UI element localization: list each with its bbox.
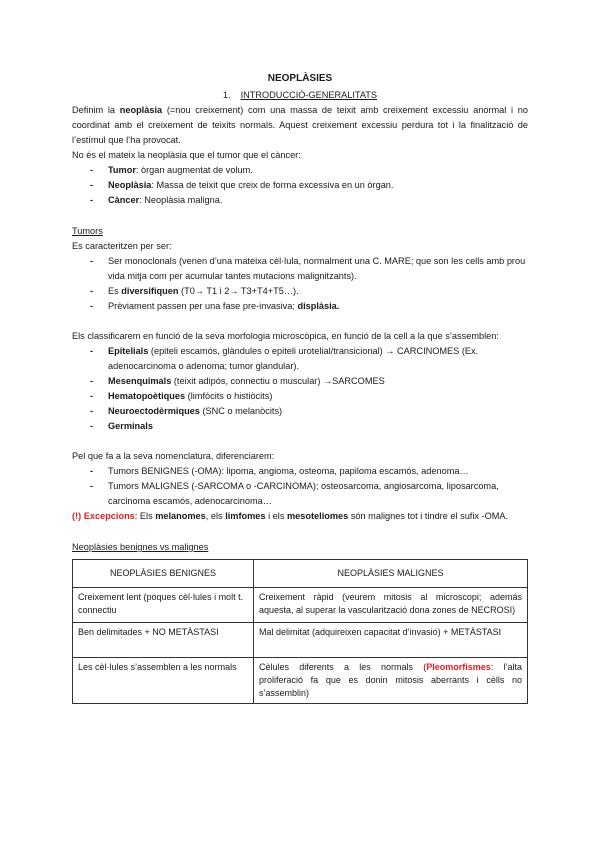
table-row xyxy=(73,658,528,704)
list-item: - Hematopoètiques (limfòcits o histiòcits) xyxy=(72,389,528,404)
section-number: 1. xyxy=(222,90,231,100)
comparison-heading: Neoplàsies benignes vs malignes xyxy=(72,542,209,552)
list-item: - Tumors MALIGNES (-SARCOMA o -CARCINOMA); osteosarcoma, angiosarcoma, liposarcoma, carcinoma escamós, adenocarcinoma… xyxy=(72,479,528,509)
comparison-table xyxy=(72,559,528,704)
pleomorphism-term: Pleomorfismes xyxy=(426,662,491,672)
table-row xyxy=(73,623,528,658)
exceptions-note: (!) Excepcions: Els melanomes, els limfomes i els mesoteliomes són malignes tot i tindre el sufix -OMA. xyxy=(72,511,509,521)
header-malign: NEOPLÀSIES MALIGNES xyxy=(254,560,528,588)
list-item: - Es diversifiquen (T0→ T1 i 2→ T3+T4+T5…). xyxy=(72,284,528,299)
intro-paragraph-2: No és el mateix la neoplàsia que el tumor que el càncer: xyxy=(72,150,301,160)
page-title: NEOPLÀSIES xyxy=(267,73,333,84)
nomenclature-list xyxy=(72,464,528,509)
list-item: - Tumor: òrgan augmentat de volum. xyxy=(72,163,528,178)
list-item: - Neoplàsia: Massa de teixit que creix de forma excessiva en un òrgan. xyxy=(72,178,528,193)
cell-benign: Les cèl·lules s’assemblen a les normals xyxy=(73,658,254,704)
table-header-row xyxy=(73,560,528,588)
section-title: INTRODUCCIÓ-GENERALITATS xyxy=(240,90,378,100)
list-item: - Tumors BENIGNES (-OMA): lipoma, angioma, osteoma, papiloma escamós, adenoma… xyxy=(72,464,528,479)
list-item: - Càncer: Neoplàsia maligna. xyxy=(72,193,528,208)
intro-paragraph: Definim la neoplàsia (=nou creixement) com una massa de teixit amb creixement excessiu anormal i no coordinat amb el creixement de teixits normals. Aquest creixement excessiu perdura tot i la finalització de l’estímul que l’ha provocat. xyxy=(72,105,528,145)
tumors-list xyxy=(72,254,528,314)
list-item: - Epitelials (epiteli escamós, glàndules o epiteli urotelial/transicional) → CARCINOMES (Ex. adenocarcinoma o adenoma; tumor glandular). xyxy=(72,344,528,374)
classification-lead: Els classificarem en funció de la seva morfologia microscòpica, en funció de la cell a la que s’assemblen: xyxy=(72,331,499,341)
definitions-list xyxy=(72,163,528,208)
tumors-lead: Es caracteritzen per ser: xyxy=(72,241,172,251)
cell-benign: Ben delimitades + NO METÀSTASI xyxy=(73,623,254,658)
tumors-heading: Tumors xyxy=(72,226,103,236)
list-item: - Mesenquimals (teixit adipós, connectiu o muscular) →SARCOMES xyxy=(72,374,528,389)
table-row xyxy=(73,588,528,623)
cell-malign: Creixement ràpid (veurem mitosis al microscopi; además aquesta, al superar la vascularització dona zones de NECROSI) xyxy=(254,588,528,623)
list-item: - Germinals xyxy=(72,419,528,434)
cell-benign: Creixement lent (poques cèl·lules i molt t. connectiu xyxy=(73,588,254,623)
section-heading xyxy=(72,88,528,103)
list-item: - Ser monoclonals (venen d’una mateixa cèl·lula, normalment una C. MARE; que son les cells amb prou vida mitja com per acumular tantes mutacions malignitzants). xyxy=(72,254,528,284)
cell-malign: Cèlules diferents a les normals (Pleomorfismes: l’alta proliferació fa que es donin mitosis aberrants i cèlls no s’assemblin) xyxy=(254,658,528,704)
header-benign: NEOPLÀSIES BENIGNES xyxy=(73,560,254,588)
exceptions-label: (!) Excepcions xyxy=(72,511,135,521)
document-page xyxy=(72,72,528,704)
classification-list xyxy=(72,344,528,434)
cell-malign: Mal delimitat (adquireixen capacitat d’invasió) + METÀSTASI xyxy=(254,623,528,658)
list-item: - Prèviament passen per una fase pre-invasiva; displàsia. xyxy=(72,299,528,314)
list-item: - Neuroectodèrmiques (SNC o melanòcits) xyxy=(72,404,528,419)
nomenclature-lead: Pel que fa a la seva nomenclatura, diferenciarem: xyxy=(72,451,275,461)
